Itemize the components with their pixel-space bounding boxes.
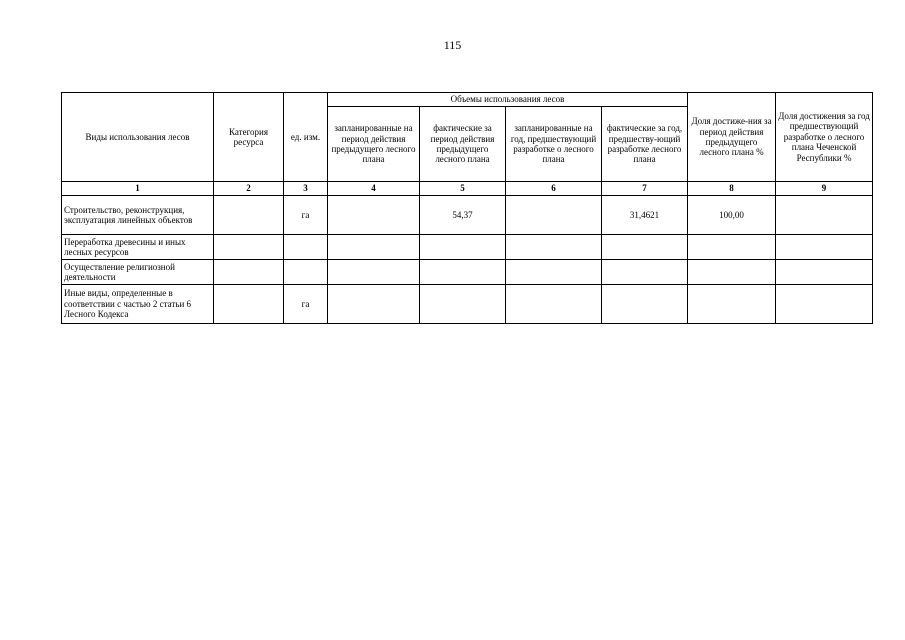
table-row	[62, 285, 873, 324]
table-row	[62, 196, 873, 235]
row-cell-col4	[328, 235, 420, 260]
header-col9: Доля достижения за год предшествующий разработке о лесного плана Чеченской Республики %	[776, 93, 873, 182]
row-cell-col6	[506, 260, 602, 285]
row-unit	[284, 235, 328, 260]
row-cell-col6	[506, 196, 602, 235]
header-col5: фактические за период действия предыдущего лесного плана	[420, 107, 506, 182]
row-cell-col8	[688, 260, 776, 285]
row-category	[214, 285, 284, 324]
row-category	[214, 235, 284, 260]
row-cell-col6	[506, 285, 602, 324]
row-cell-col9	[776, 196, 873, 235]
header-usage-volumes-group: Объемы использования лесов	[328, 93, 688, 107]
column-number: 7	[602, 182, 688, 196]
header-col7: фактические за год, предшеству-ющий разработке лесного плана	[602, 107, 688, 182]
header-col8: Доля достиже-ния за период действия предыдущего лесного плана %	[688, 93, 776, 182]
row-cell-col7	[602, 235, 688, 260]
row-cell-col8: 100,00	[688, 196, 776, 235]
header-unit: ед. изм.	[284, 93, 328, 182]
header-col4: запланированные на период действия предыдущего лесного плана	[328, 107, 420, 182]
row-name: Переработка древесины и иных лесных ресурсов	[62, 235, 214, 260]
header-usage-types: Виды использования лесов	[62, 93, 214, 182]
row-cell-col4	[328, 196, 420, 235]
row-cell-col9	[776, 235, 873, 260]
column-number: 6	[506, 182, 602, 196]
page-number: 115	[443, 38, 462, 52]
row-cell-col5	[420, 260, 506, 285]
forest-usage-table	[61, 92, 873, 324]
column-number: 9	[776, 182, 873, 196]
row-cell-col5	[420, 235, 506, 260]
row-cell-col4	[328, 285, 420, 324]
row-cell-col8	[688, 235, 776, 260]
column-number: 8	[688, 182, 776, 196]
column-number: 5	[420, 182, 506, 196]
table-row	[62, 260, 873, 285]
table-row	[62, 235, 873, 260]
column-number: 2	[214, 182, 284, 196]
row-category	[214, 196, 284, 235]
header-row-top	[62, 93, 873, 107]
row-name: Строительство, реконструкция, эксплуатация линейных объектов	[62, 196, 214, 235]
row-name: Осуществление религиозной деятельности	[62, 260, 214, 285]
row-cell-col6	[506, 235, 602, 260]
row-cell-col5: 54,37	[420, 196, 506, 235]
row-cell-col4	[328, 260, 420, 285]
column-number: 4	[328, 182, 420, 196]
row-cell-col9	[776, 285, 873, 324]
row-category	[214, 260, 284, 285]
row-cell-col7	[602, 260, 688, 285]
row-unit	[284, 260, 328, 285]
row-cell-col5	[420, 285, 506, 324]
row-cell-col9	[776, 260, 873, 285]
row-cell-col8	[688, 285, 776, 324]
column-number: 3	[284, 182, 328, 196]
row-unit: га	[284, 196, 328, 235]
row-cell-col7: 31,4621	[602, 196, 688, 235]
row-cell-col7	[602, 285, 688, 324]
row-name: Иные виды, определенные в соответствии с частью 2 статьи 6 Лесного Кодекса	[62, 285, 214, 324]
column-numbers-row	[62, 182, 873, 196]
column-number: 1	[62, 182, 214, 196]
header-resource-category: Категория ресурса	[214, 93, 284, 182]
header-col6: запланированные на год, предшествующий разработке о лесного плана	[506, 107, 602, 182]
row-unit: га	[284, 285, 328, 324]
